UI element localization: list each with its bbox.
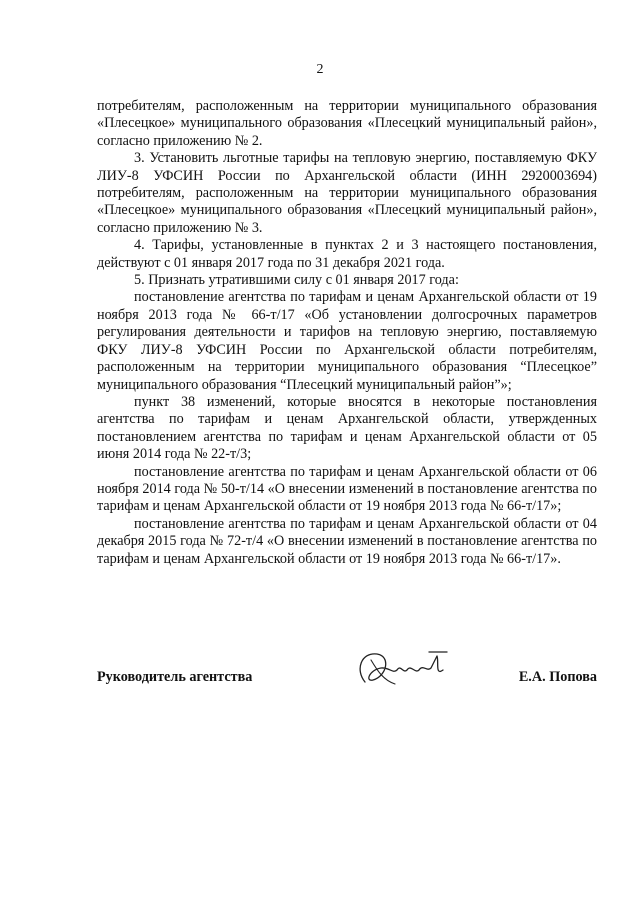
signatory-title: Руководитель агентства xyxy=(97,669,253,685)
paragraph: постановление агентства по тарифам и ценам Архангельской области от 04 декабря 2015 года № 72-т/4 «О внесении изменений в постановление агентства по тарифам и ценам Архангельской области от 19 ноября 2013 года № 66-т/17». xyxy=(97,515,597,567)
paragraph: 4. Тарифы, установленные в пунктах 2 и 3 настоящего постановления, действуют с 01 января 2017 года по 31 декабря 2021 года. xyxy=(97,237,597,271)
paragraph: постановление агентства по тарифам и ценам Архангельской области от 06 ноября 2014 года № 50-т/14 «О внесении изменений в постановление агентства по тарифам и ценам Архангельской области от 19 ноября 2013 года № 66-т/17»; xyxy=(97,463,597,515)
document-body xyxy=(97,98,597,568)
handwritten-signature xyxy=(347,640,457,696)
page-number: 2 xyxy=(316,62,324,77)
signature-block xyxy=(97,640,597,700)
signatory-name: Е.А. Попова xyxy=(518,669,597,685)
paragraph: потребителям, расположенным на территории муниципального образования «Плесецкое» муниципального образования «Плесецкий муниципальный район», согласно приложению № 2. xyxy=(97,98,597,149)
paragraph: пункт 38 изменений, которые вносятся в некоторые постановления агентства по тарифам и ценам Архангельской области, утвержденных постановлением агентства по тарифам и ценам Архангельской области от 05 июня 2014 года № 22-т/3; xyxy=(97,393,597,463)
paragraph: 3. Установить льготные тарифы на тепловую энергию, поставляемую ФКУ ЛИУ-8 УФСИН России по Архангельской области (ИНН 2920003694) потребителям, расположенным на территории муниципального образования «Плесецкое» муниципального образования «Плесецкий муниципальный район», согласно приложению № 3. xyxy=(97,150,597,236)
paragraph: 5. Признать утратившими силу с 01 января 2017 года: xyxy=(134,272,459,289)
paragraph: постановление агентства по тарифам и ценам Архангельской области от 19 ноября 2013 года № 66-т/17 «Об установлении долгосрочных параметров регулирования деятельности и тарифов на тепловую энергию, поставляемую ФКУ ЛИУ-8 УФСИН России по Архангельской области потребителям, расположенным на территории муниципального образования “Плесецкое” муниципального образования “Плесецкий муниципальный район”»; xyxy=(97,289,597,393)
